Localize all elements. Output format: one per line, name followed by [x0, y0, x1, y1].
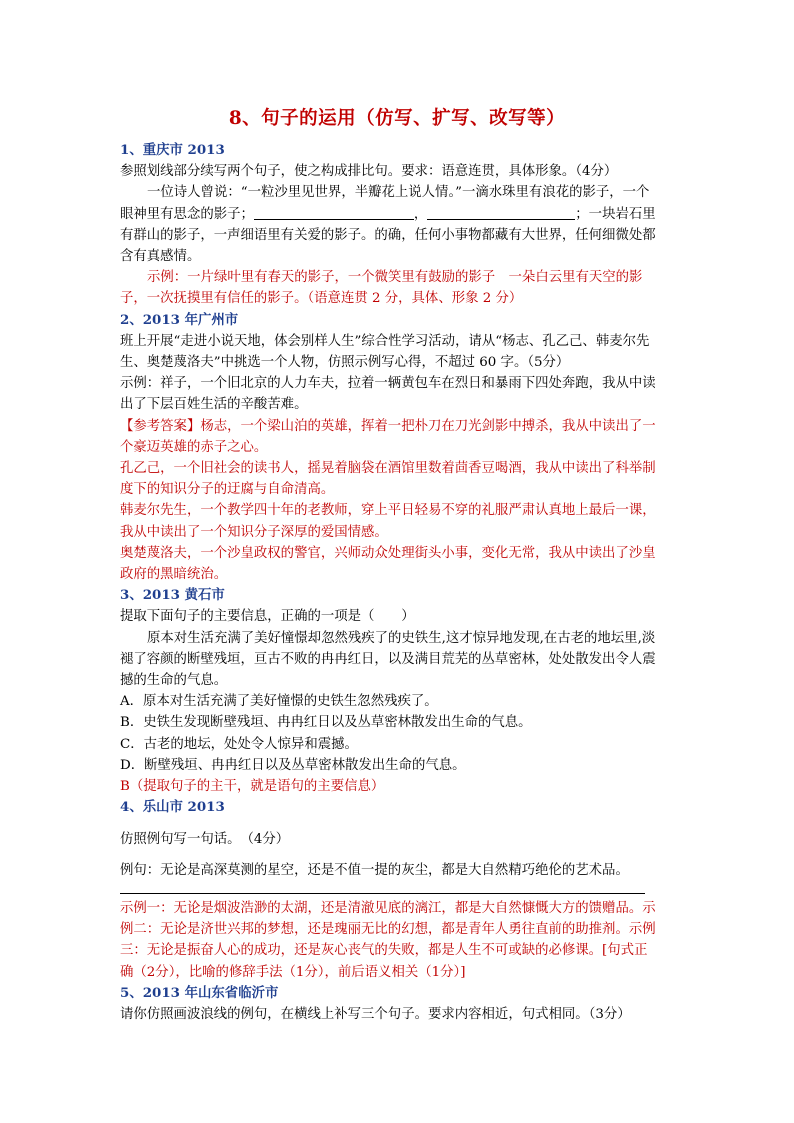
q4-answer-line[interactable] — [120, 893, 645, 894]
q2-answer-3: 韩麦尔先生，一个教学四十年的老教师，穿上平日轻易不穿的礼服严肃认真地上最后一课，我从中读出了一个知识分子深厚的爱国情感。 — [120, 503, 656, 540]
q4-example: 例句：无论是高深莫测的星空，还是不值一提的灰尘，都是大自然精巧绝伦的艺术品。 — [120, 862, 629, 878]
q3-option-d: D．断壁残垣、冉冉红日以及丛草密林散发出生命的气息。 — [120, 757, 466, 773]
document-body — [120, 140, 660, 1025]
q4-prompt: 仿照例句写一句话。 （4分） — [120, 831, 290, 847]
q3-option-a: A．原本对生活充满了美好憧憬的史铁生忽然残疾了。 — [120, 694, 438, 710]
q1-blank-1[interactable] — [254, 205, 414, 220]
q1-passage-sep: ， — [413, 206, 428, 222]
q3-option-b: B．史铁生发现断壁残垣、冉冉红日以及丛草密林散发出生命的气息。 — [120, 715, 532, 731]
q2-answer-1: 【参考答案】杨志，一个梁山泊的英雄，挥着一把朴刀在刀光剑影中搏杀，我从中读出了一个豪迈英雄的赤子之心。 — [120, 418, 656, 455]
q1-passage — [120, 182, 660, 267]
q1-passage-a: 一位诗人曾说：“一粒沙里见世界，半瓣花上说人情。”一滴水珠里有浪花的影子，一个眼神里有思念的影子； — [120, 185, 650, 222]
q1-heading: 1、重庆市 2013 — [120, 142, 225, 158]
q1-blank-2[interactable] — [427, 205, 575, 220]
q5-heading: 5、2013 年山东省临沂市 — [120, 984, 279, 1001]
page-title: 8、句子的运用（仿写、扩写、改写等） — [228, 108, 566, 129]
q1-prompt: 参照划线部分续写两个句子，使之构成排比句。要求：语意连贯，具体形象。（4分） — [120, 164, 618, 180]
q4-answer: 示例一：无论是烟波浩渺的太湖，还是清澈见底的漓江，都是大自然慷慨大方的馈赠品。示例二：无论是济世兴邦的梦想，还是瑰丽无比的幻想，都是青年人勇往直前的助推剂。示例三：无论是振奋人心的成功，还是灰心丧气的失败，都是人生不可或缺的必修课。[句式正确（2分），比喻的修辞手法（1分），前后语义相关（1分）] — [120, 900, 656, 980]
q3-answer: B（提取句子的主干，就是语句的主要信息） — [120, 779, 385, 795]
q1-passage-b: ；一块岩石里有群山的影子，一声细语里有关爱的影子。的确，任何小事物都藏有大世界，任何细微处都含有真感情。 — [120, 206, 656, 265]
q2-answer-2: 孔乙己，一个旧社会的读书人，摇晃着脑袋在酒馆里数着茴香豆喝酒，我从中读出了科举制度下的知识分子的迂腐与自命清高。 — [120, 461, 656, 498]
q2-answer-4: 奥楚蔑洛夫，一个沙皇政权的警官，兴师动众处理街头小事，变化无常，我从中读出了沙皇政府的黑暗统治。 — [120, 545, 656, 583]
q3-heading: 3、2013 黄石市 — [120, 587, 225, 604]
q1-answer: 示例：一片绿叶里有春天的影子，一个微笑里有鼓励的影子 一朵白云里有天空的影子，一次抚摸里有信任的影子。（语意连贯 2 分，具体、形象 2 分） — [120, 270, 643, 307]
q2-prompt: 班上开展“走进小说天地，体会别样人生”综合性学习活动，请从“杨志、孔乙己、韩麦尔先生、奥楚蔑洛夫”中挑选一个人物，仿照示例写心得，不超过 60 字。（5分） — [120, 333, 650, 371]
q3-passage: 原本对生活充满了美好憧憬却忽然残疾了的史铁生,这才惊异地发现,在古老的地坛里,淡褪了容颜的断壁残垣，亘古不败的冉冉红日，以及满目荒芜的丛草密林，处处散发出令人震撼的生命的气息。 — [120, 630, 656, 689]
q4-heading: 4、乐山市 2013 — [120, 799, 225, 816]
q3-prompt: 提取下面句子的主要信息，正确的一项是（ ） — [120, 609, 415, 625]
q2-example: 示例：祥子，一个旧北京的人力车夫，拉着一辆黄包车在烈日和暴雨下四处奔跑，我从中读出了下层百姓生活的辛酸苦难。 — [120, 376, 656, 413]
q3-option-c: C．古老的地坛，处处令人惊异和震撼。 — [120, 736, 358, 752]
q2-heading: 2、2013 年广州市 — [120, 311, 239, 328]
q5-prompt: 请你仿照画波浪线的例句，在横线上补写三个句子。要求内容相近，句式相同。（3分） — [120, 1006, 631, 1022]
